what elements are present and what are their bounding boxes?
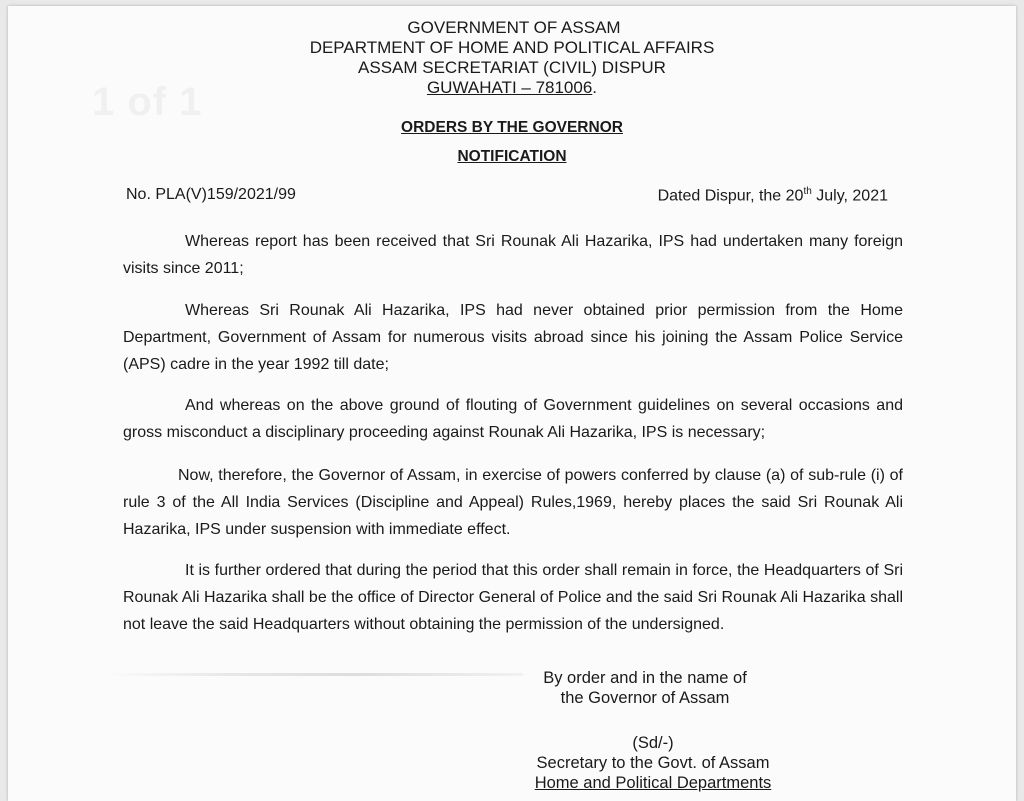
- date-superscript: th: [803, 186, 812, 197]
- letterhead-government: GOVERNMENT OF ASSAM: [407, 18, 621, 37]
- letterhead-department: DEPARTMENT OF HOME AND POLITICAL AFFAIRS: [309, 38, 715, 57]
- reference-row: [126, 186, 888, 205]
- signature-block: [508, 733, 798, 793]
- paragraph-misconduct: And whereas on the above ground of flouting of Government guidelines on several occasions and gross misconduct a disciplinary proceeding against Rounak Ali Hazarika, IPS is necessary;: [123, 397, 903, 441]
- secretary-designation: Secretary to the Govt. of Assam: [536, 754, 770, 772]
- department-name: Home and Political Departments: [534, 774, 772, 792]
- notification-title: NOTIFICATION: [457, 148, 567, 165]
- notification-number: No. PLA(V)159/2021/99: [126, 186, 296, 203]
- paragraph-no-permission: Whereas Sri Rounak Ali Hazarika, IPS had never obtained prior permission from the Home Department, Government of Assam for numerous visits abroad since his joining the Assam Police Service (APS) cadre in the year 1992 till date;: [123, 302, 903, 373]
- paragraph-suspension-order: Now, therefore, the Governor of Assam, in exercise of powers conferred by clause (a) of sub-rule (i) of rule 3 of the All India Services (Discipline and Appeal) Rules,1969, hereby places the said Sri Rounak Ali Hazarika, IPS under suspension with immediate effect.: [123, 467, 903, 538]
- paragraph-headquarters: It is further ordered that during the period that this order shall remain in force, the Headquarters of Sri Rounak Ali Hazarika shall be the office of Director General of Police and the said Sri Rounak Ali Hazarika shall not leave the said Headquarters without obtaining the permission of the undersigned.: [123, 562, 903, 633]
- by-order-block: [520, 668, 770, 708]
- page-indicator: 1 of 1: [92, 80, 203, 124]
- paragraph-foreign-visits: Whereas report has been received that Sri Rounak Ali Hazarika, IPS had undertaken many foreign visits since 2011;: [123, 233, 903, 277]
- date-suffix: July, 2021: [811, 187, 888, 205]
- letterhead-secretariat: ASSAM SECRETARIAT (CIVIL) DISPUR: [358, 58, 666, 77]
- by-order-line1: By order and in the name of: [543, 669, 747, 687]
- letterhead-city-text: GUWAHATI – 781006: [426, 78, 593, 97]
- letterhead-city: [8, 78, 1016, 98]
- orders-title: ORDERS BY THE GOVERNOR: [401, 119, 623, 136]
- letterhead: [8, 18, 1016, 98]
- by-order-line2: the Governor of Assam: [560, 689, 730, 707]
- signed-mark: (Sd/-): [632, 734, 674, 752]
- document-page: [8, 6, 1016, 801]
- scan-smudge: [103, 673, 523, 676]
- letterhead-city-suffix: .: [592, 78, 598, 97]
- notification-date: [658, 186, 888, 205]
- date-prefix: Dated Dispur, the 20: [657, 187, 804, 205]
